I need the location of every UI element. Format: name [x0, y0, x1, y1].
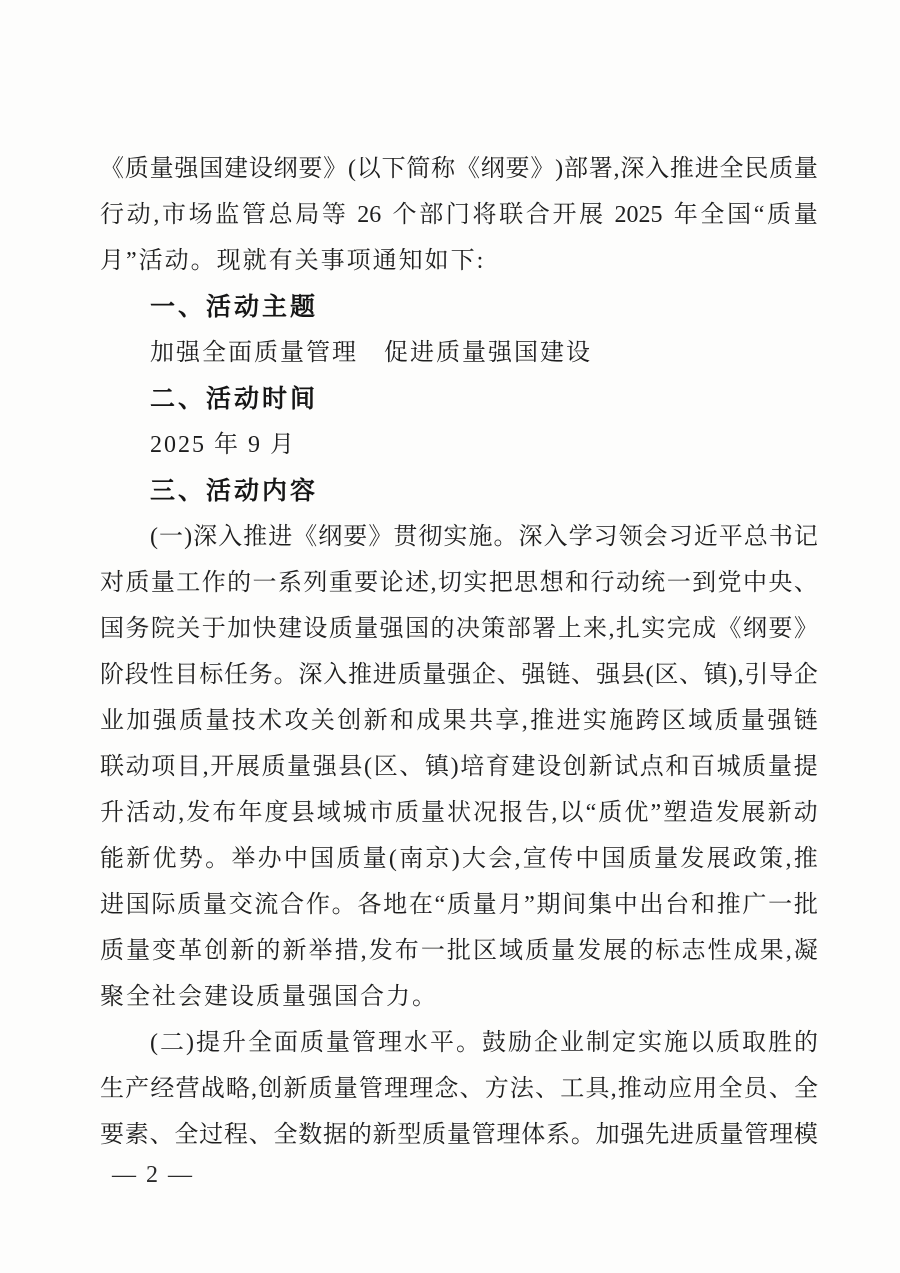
text-line: 阶 段 性 目 标 任 务 。 深 入 推 进 质 量 强 企 、 强 链 、 强 县 ( 区 、 镇 ) , 引 导 企 [100, 662, 818, 688]
text-line: 《 质 量 强 国 建 设 纲 要 》 ( 以 下 简 称 《 纲 要 》 ) 部 署 , 深 入 推 进 全 民 质 量 [100, 156, 818, 182]
section-heading: 一、活动主题 [150, 293, 319, 321]
text-line: 能 新 优 势 。 举 办 中 国 质 量 ( 南 京 ) 大 会 , 宣 传 中 国 质 量 发 展 政 策 , 推 [100, 846, 818, 872]
text-line: 国 务 院 关 于 加 快 建 设 质 量 强 国 的 决 策 部 署 上 来 , 扎 实 完 成 《 纲 要 》 [100, 616, 818, 642]
text-line: 2025 年 9 月 [150, 432, 296, 458]
text-line: ( 一 ) 深 入 推 进 《 纲 要 》 贯 彻 实 施 。 深 入 学 习 领 会 习 近 平 总 书 记 [150, 524, 818, 550]
text-line: 质 量 变 革 创 新 的 新 举 措 , 发 布 一 批 区 域 质 量 发 展 的 标 志 性 成 果 , 凝 [100, 938, 818, 964]
text-line: 对 质 量 工 作 的 一 系 列 重 要 论 述 , 切 实 把 思 想 和 行 动 统 一 到 党 中 央 、 [100, 570, 818, 596]
text-line: 聚全社会建设质量强国合力。 [100, 984, 438, 1010]
page-number: — 2 — [112, 1162, 194, 1188]
text-block [100, 146, 818, 1158]
text-line: 业 加 强 质 量 技 术 攻 关 创 新 和 成 果 共 享 , 推 进 实 施 跨 区 域 质 量 强 链 [100, 708, 818, 734]
text-line: 要 素 、 全 过 程 、 全 数 据 的 新 型 质 量 管 理 体 系 。 加 强 先 进 质 量 管 理 模 [100, 1122, 818, 1148]
text-line: 加强全面质量管理 促进质量强国建设 [150, 340, 592, 366]
text-line: 月”活动。现就有关事项通知如下: [100, 248, 486, 274]
section-heading: 二、活动时间 [150, 385, 319, 413]
section-heading: 三、活动内容 [150, 477, 319, 505]
text-line: 生 产 经 营 战 略 , 创 新 质 量 管 理 理 念 、 方 法 、 工 具 , 推 动 应 用 全 员 、 全 [100, 1076, 818, 1102]
text-line: 升 活 动 , 发 布 年 度 县 域 城 市 质 量 状 况 报 告 , 以 “ 质 优 ” 塑 造 发 展 新 动 [100, 800, 818, 826]
text-line: 行 动 , 市 场 监 管 总 局 等 26 个 部 门 将 联 合 开 展 2025 年 全 国 “ 质 量 [100, 202, 818, 228]
text-line: 联 动 项 目 , 开 展 质 量 强 县 ( 区 、 镇 ) 培 育 建 设 创 新 试 点 和 百 城 质 量 提 [100, 754, 818, 780]
text-line: 进 国 际 质 量 交 流 合 作 。 各 地 在 “ 质 量 月 ” 期 间 集 中 出 台 和 推 广 一 批 [100, 892, 818, 918]
text-line: ( 二 ) 提 升 全 面 质 量 管 理 水 平 。 鼓 励 企 业 制 定 实 施 以 质 取 胜 的 [150, 1030, 818, 1056]
